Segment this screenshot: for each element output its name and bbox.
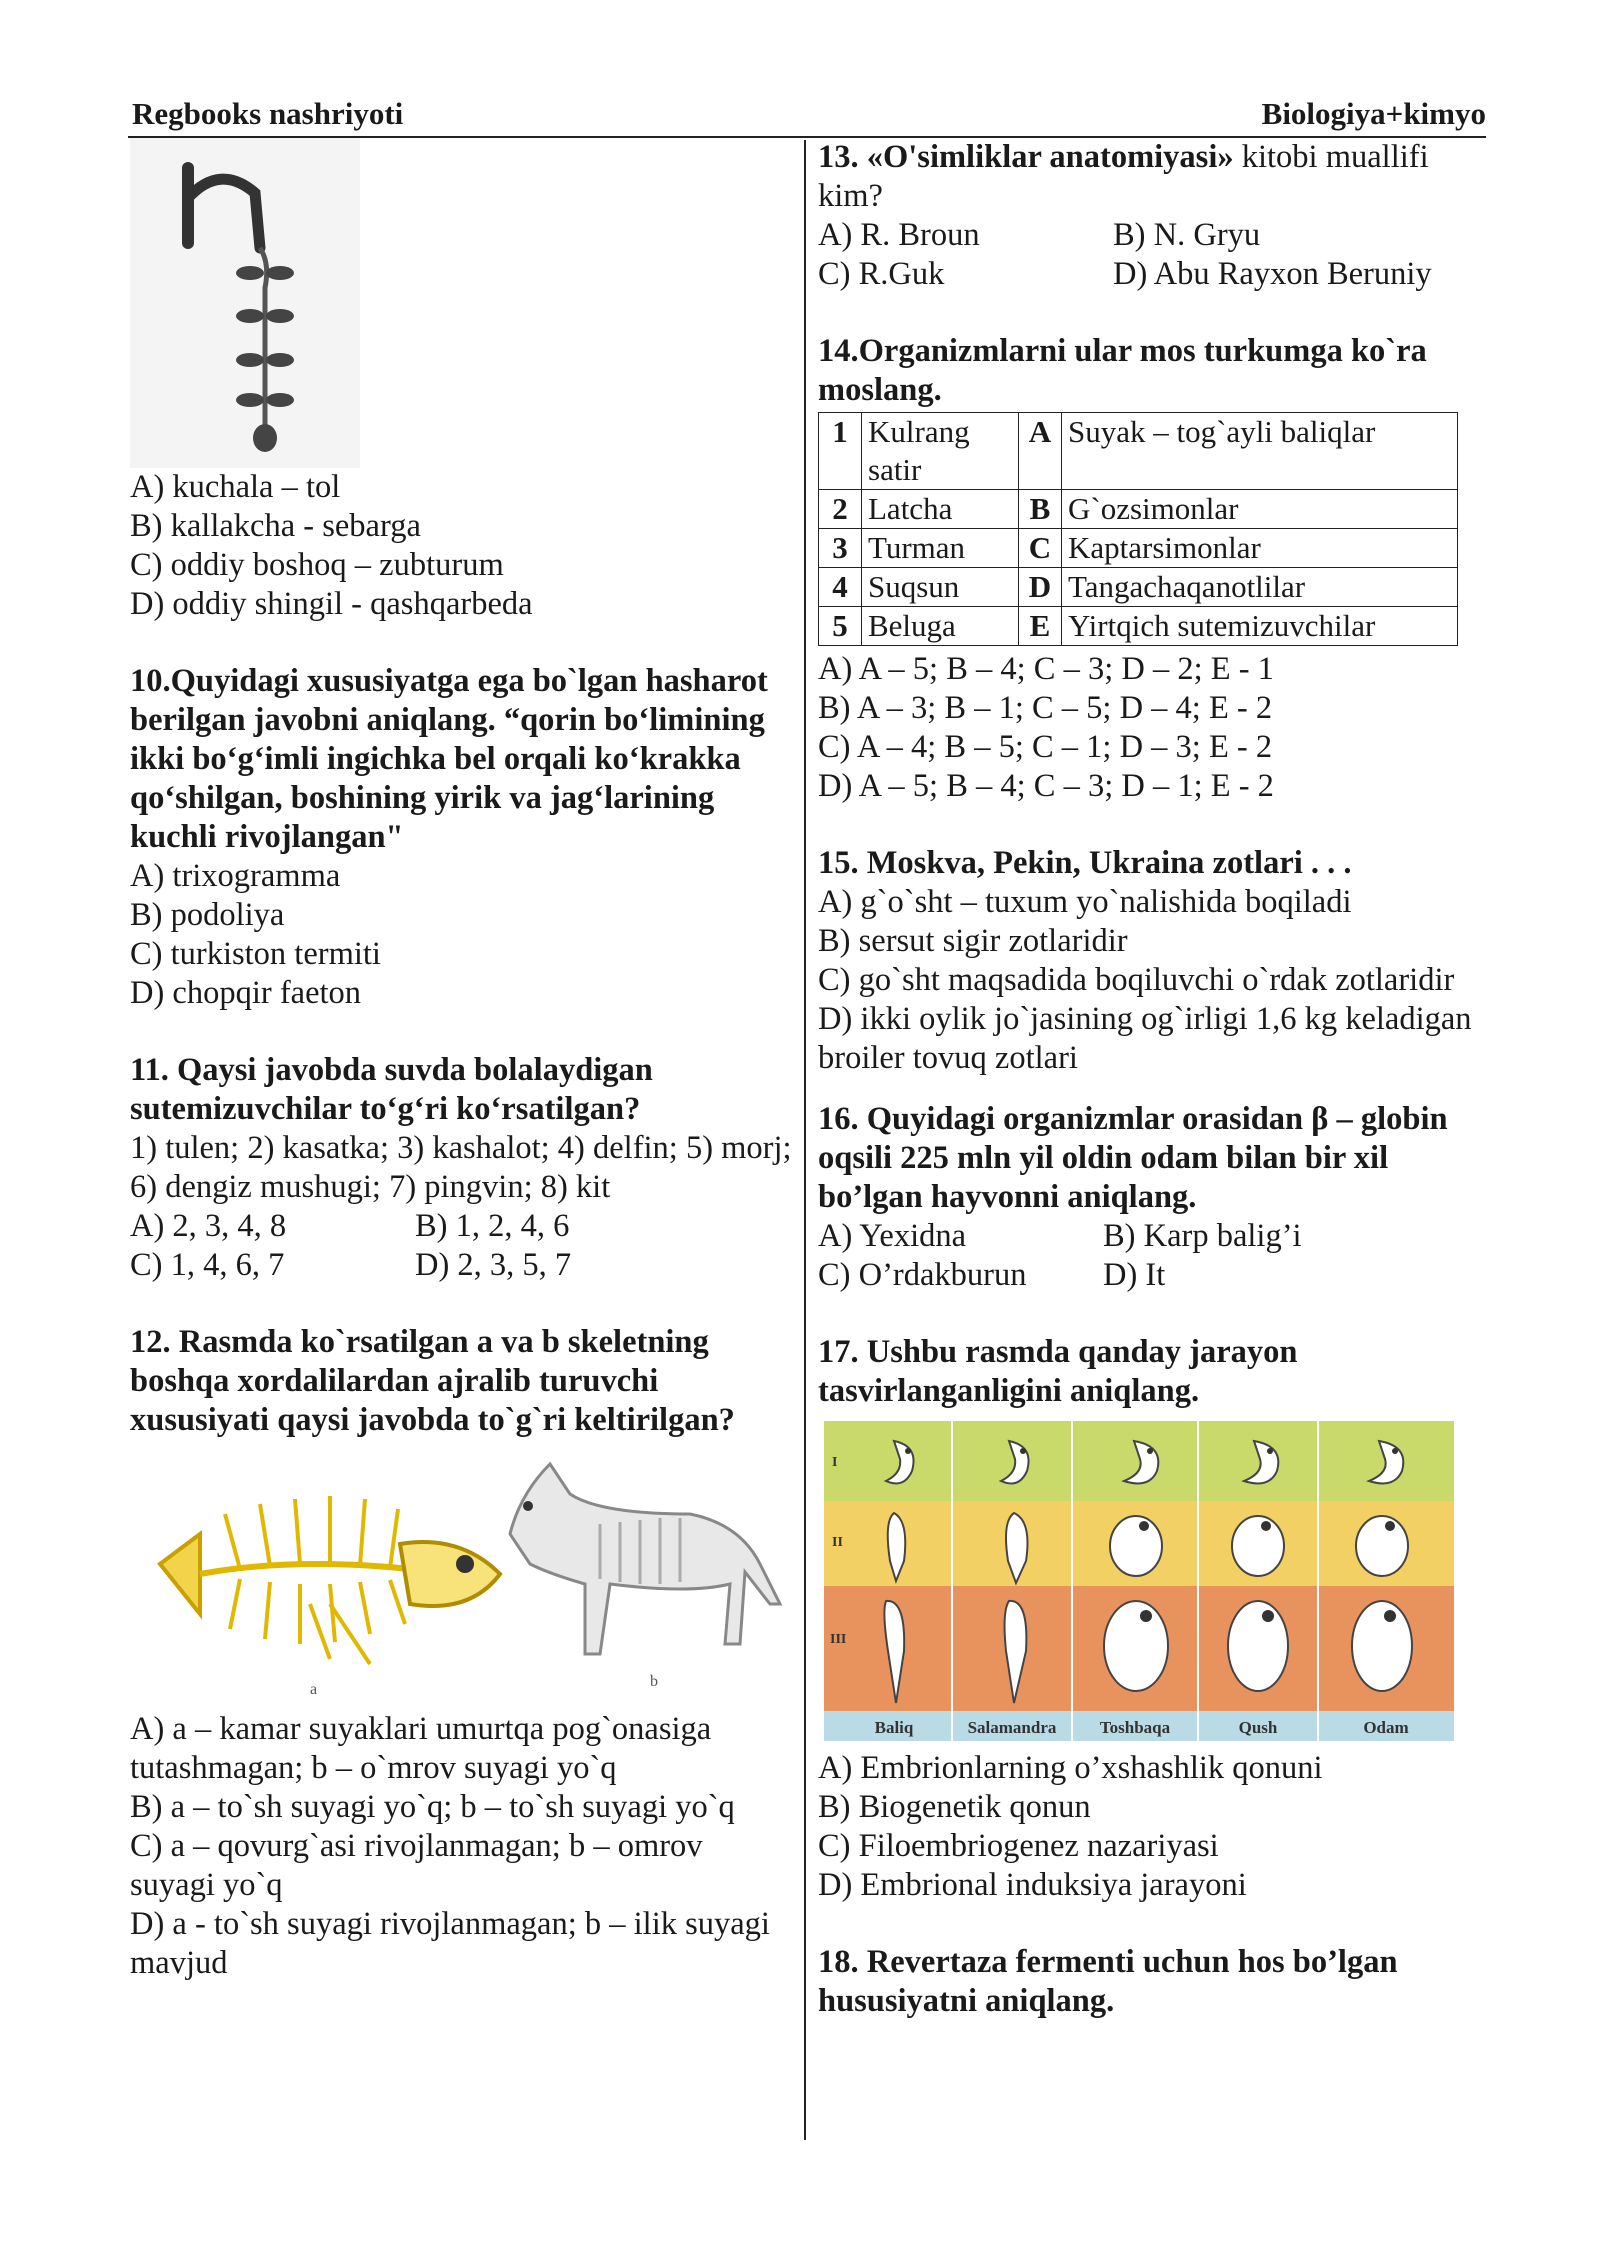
q15-option-d[interactable]: D) ikki oylik jo`jasining og`irligi 1,6 kg keladigan broiler tovuq zotlari <box>818 1001 1472 1076</box>
q11-option-d[interactable]: D) 2, 3, 5, 7 <box>415 1247 572 1283</box>
column-label-qush: Qush <box>1238 1718 1278 1737</box>
left-column <box>130 138 792 1983</box>
column-label-baliq: Baliq <box>874 1718 914 1737</box>
q12-option-c[interactable]: C) a – qovurg`asi rivojlanmagan; b – omrov suyagi yo`q <box>130 1828 703 1903</box>
group-name: Yirtqich sutemizuvchilar <box>1062 607 1458 646</box>
dog-skeleton <box>510 1464 780 1654</box>
q13-question-rest: kitobi muallifi kim? <box>818 139 1429 214</box>
table-row <box>819 490 1458 529</box>
q15-options <box>818 883 1498 1078</box>
table-row <box>819 529 1458 568</box>
q11-option-c[interactable]: C) 1, 4, 6, 7 <box>130 1247 285 1283</box>
skeleton-label-b: b <box>650 1673 658 1690</box>
q15-option-b[interactable]: B) sersut sigir zotlaridir <box>818 923 1128 959</box>
q9-option-b[interactable]: B) kallakcha - sebarga <box>130 508 421 544</box>
organism-name: Suqsun <box>862 568 1019 607</box>
q16-option-b[interactable]: B) Karp balig’i <box>1103 1218 1302 1254</box>
q15-option-a[interactable]: A) g`o`sht – tuxum yo`nalishida boqiladi <box>818 884 1352 920</box>
q13-option-d[interactable]: D) Abu Rayxon Beruniy <box>1113 256 1432 292</box>
q9-option-a[interactable]: A) kuchala – tol <box>130 469 341 505</box>
q16-question: 16. Quyidagi organizmlar orasidan β – globin oqsili 225 mln yil oldin odam bilan bir xil bo’lgan hayvonni aniqlang. <box>818 1101 1448 1215</box>
q11-list: 1) tulen; 2) kasatka; 3) kashalot; 4) delfin; 5) morj; 6) dengiz mushugi; 7) pingvin; 8) kit <box>130 1130 792 1205</box>
embryo-comparison-image <box>824 1421 1454 1741</box>
group-key: C <box>1019 529 1062 568</box>
q16-option-c[interactable]: C) O’rdakburun <box>818 1257 1027 1293</box>
row-number: 5 <box>819 607 862 646</box>
q12-question: 12. Rasmda ko`rsatilgan a va b skeletning boshqa xordalilardan ajralib turuvchi xususiyati qaysi javobda to`g`ri keltirilgan? <box>130 1324 735 1438</box>
q9-options <box>130 468 792 624</box>
q10-option-b[interactable]: B) podoliya <box>130 897 285 933</box>
column-label-salamandra: Salamandra <box>967 1718 1057 1737</box>
table-row <box>819 413 1458 490</box>
q11-option-b[interactable]: B) 1, 2, 4, 6 <box>415 1208 570 1244</box>
q15-option-c[interactable]: C) go`sht maqsadida boqiluvchi o`rdak zotlaridir <box>818 962 1455 998</box>
q12-option-d[interactable]: D) a - to`sh suyagi rivojlanmagan; b – ilik suyagi mavjud <box>130 1906 770 1981</box>
q13-options <box>818 216 1498 294</box>
q14-option-b[interactable]: B) A – 3; B – 1; C – 5; D – 4; E - 2 <box>818 690 1273 726</box>
q10-options <box>130 857 792 1013</box>
q16-option-d[interactable]: D) It <box>1103 1257 1166 1293</box>
stage-label-1: I <box>832 1455 838 1470</box>
q15-question: 15. Moskva, Pekin, Ukraina zotlari . . . <box>818 845 1352 881</box>
row-number: 1 <box>819 413 862 490</box>
stage-row-1 <box>824 1421 1454 1501</box>
group-key: B <box>1019 490 1062 529</box>
q14-option-d[interactable]: D) A – 5; B – 4; C – 3; D – 1; E - 2 <box>818 768 1274 804</box>
table-row <box>819 607 1458 646</box>
group-key: A <box>1019 413 1062 490</box>
q11-options <box>130 1207 792 1285</box>
q9-option-c[interactable]: C) oddiy boshoq – zubturum <box>130 547 504 583</box>
organism-name: Beluga <box>862 607 1019 646</box>
organism-name: Kulrang satir <box>862 413 1019 490</box>
q10-option-c[interactable]: C) turkiston termiti <box>130 936 381 972</box>
row-number: 3 <box>819 529 862 568</box>
skeleton-image <box>130 1454 790 1704</box>
q12-option-a[interactable]: A) a – kamar suyaklari umurtqa pog`onasiga tutashmagan; b – o`mrov suyagi yo`q <box>130 1711 712 1786</box>
page-header <box>128 96 1486 138</box>
stage-label-3: III <box>830 1632 847 1647</box>
organism-name: Turman <box>862 529 1019 568</box>
group-name: G`ozsimonlar <box>1062 490 1458 529</box>
q17-option-b[interactable]: B) Biogenetik qonun <box>818 1789 1091 1825</box>
group-key: E <box>1019 607 1062 646</box>
q11-question: 11. Qaysi javobda suvda bolalaydigan sutemizuvchilar to‘g‘ri ko‘rsatilgan? <box>130 1052 653 1127</box>
group-name: Kaptarsimonlar <box>1062 529 1458 568</box>
q10-question: 10.Quyidagi xususiyatga ega bo`lgan hasharot berilgan javobni aniqlang. “qorin bo‘limining ikki bo‘g‘imli ingichka bel orqali ko‘krakka qo‘shilgan, boshining yirik va jag‘larining kuchli rivojlangan" <box>130 663 768 855</box>
subject-title: Biologiya+kimyo <box>1261 96 1486 131</box>
stage-label-2: II <box>832 1535 843 1550</box>
q10-option-a[interactable]: A) trixogramma <box>130 858 341 894</box>
q14-option-a[interactable]: A) A – 5; B – 4; C – 3; D – 2; E - 1 <box>818 651 1274 687</box>
q14-question: 14.Organizmlarni ular mos turkumga ko`ra moslang. <box>818 333 1427 408</box>
q9-option-d[interactable]: D) oddiy shingil - qashqarbeda <box>130 586 533 622</box>
q17-question: 17. Ushbu rasmda qanday jarayon tasvirlanganligini aniqlang. <box>818 1334 1298 1409</box>
inflorescence-image <box>130 138 360 468</box>
organism-name: Latcha <box>862 490 1019 529</box>
column-label-odam: Odam <box>1363 1718 1409 1737</box>
q17-options <box>818 1749 1498 1905</box>
group-key: D <box>1019 568 1062 607</box>
q13-option-c[interactable]: C) R.Guk <box>818 256 945 292</box>
publisher-name: Regbooks nashriyoti <box>132 96 404 131</box>
column-label-toshbaqa: Toshbaqa <box>1099 1718 1171 1737</box>
q11-option-a[interactable]: A) 2, 3, 4, 8 <box>130 1208 287 1244</box>
q14-option-c[interactable]: C) A – 4; B – 5; C – 1; D – 3; E - 2 <box>818 729 1273 765</box>
q14-options <box>818 650 1498 806</box>
q17-option-c[interactable]: C) Filoembriogenez nazariyasi <box>818 1828 1219 1864</box>
q18-question: 18. Revertaza fermenti uchun hos bo’lgan hususiyatni aniqlang. <box>818 1944 1398 2019</box>
q13-question-bold: 13. «O'simliklar anatomiyasi» <box>818 139 1234 175</box>
table-row <box>819 568 1458 607</box>
q14-match-table <box>818 412 1458 646</box>
q12-option-b[interactable]: B) a – to`sh suyagi yo`q; b – to`sh suyagi yo`q <box>130 1789 735 1825</box>
group-name: Suyak – tog`ayli baliqlar <box>1062 413 1458 490</box>
q16-options <box>818 1217 1498 1295</box>
row-number: 2 <box>819 490 862 529</box>
row-number: 4 <box>819 568 862 607</box>
q10-option-d[interactable]: D) chopqir faeton <box>130 975 362 1011</box>
q12-options <box>130 1710 792 1983</box>
fish-skeleton <box>160 1496 500 1664</box>
column-divider <box>804 140 806 2140</box>
group-name: Tangachaqanotlilar <box>1062 568 1458 607</box>
skeleton-label-a: a <box>310 1681 318 1698</box>
q13-option-b[interactable]: B) N. Gryu <box>1113 217 1261 253</box>
q16-option-a[interactable]: A) Yexidna <box>818 1218 967 1254</box>
right-column <box>818 138 1498 2021</box>
q17-option-a[interactable]: A) Embrionlarning o’xshashlik qonuni <box>818 1750 1323 1786</box>
q13-option-a[interactable]: A) R. Broun <box>818 217 980 253</box>
q13-question <box>818 138 1498 216</box>
q17-option-d[interactable]: D) Embrional induksiya jarayoni <box>818 1867 1247 1903</box>
